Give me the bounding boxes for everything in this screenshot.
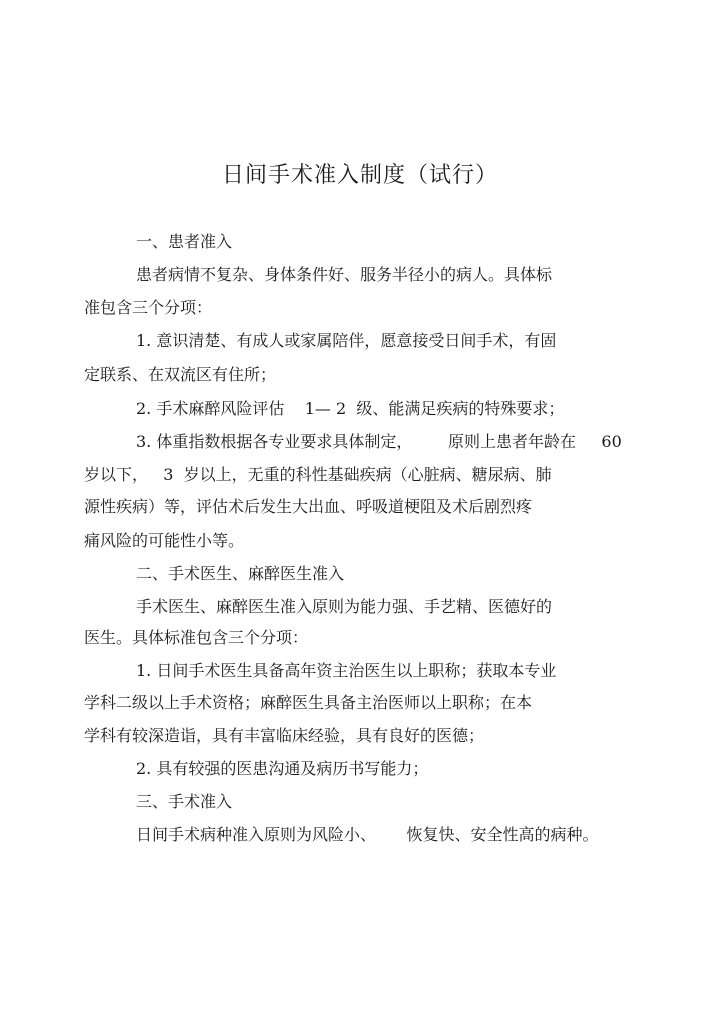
- paragraph-line: 医生。具体标准包含三个分项：: [84, 628, 309, 647]
- paragraph-line: 日间手术病种准入原则为风险小、 恢复快、安全性高的病种。: [136, 825, 599, 844]
- document-title: 日间手术准入制度（试行）: [221, 163, 498, 188]
- paragraph-line: 手术医生、麻醉医生准入原则为能力强、手艺精、医德好的: [136, 597, 553, 616]
- list-item-line: 3. 体重指数根据各专业要求具体制定， 原则上患者年龄在 60: [136, 432, 622, 451]
- section-heading-doctor: 二、手术医生、麻醉医生准入: [136, 564, 345, 583]
- paragraph-line: 准包含三个分项：: [84, 298, 213, 317]
- list-item-line: 学科二级以上手术资格；麻醉医生具备主治医师以上职称；在本: [84, 693, 533, 712]
- list-item-line: 源性疾病）等，评估术后发生大出血、呼吸道梗阻及术后剧烈疼: [84, 497, 533, 516]
- section-heading-patient: 一、患者准入: [136, 232, 233, 251]
- paragraph-line: 患者病情不复杂、身体条件好、服务半径小的病人。具体标: [136, 265, 553, 284]
- list-item-line: 1. 日间手术医生具备高年资主治医生以上职称；获取本专业: [136, 661, 557, 680]
- list-item-line: 2. 手术麻醉风险评估 1— 2 级、能满足疾病的特殊要求；: [136, 399, 565, 418]
- list-item-line: 岁以下， 3 岁以上，无重的科性基础疾病（心脏病、糖尿病、肺: [84, 465, 552, 484]
- list-item-line: 痛风险的可能性小等。: [84, 531, 245, 550]
- list-item-line: 学科有较深造诣，具有丰富临床经验，具有良好的医德；: [84, 726, 485, 745]
- list-item-line: 1. 意识清楚、有成人或家属陪伴，愿意接受日间手术，有固: [136, 331, 557, 350]
- list-item-line: 2. 具有较强的医患沟通及病历书写能力；: [136, 759, 429, 778]
- section-heading-surgery: 三、手术准入: [136, 792, 233, 811]
- list-item-line: 定联系、在双流区有住所；: [84, 365, 277, 384]
